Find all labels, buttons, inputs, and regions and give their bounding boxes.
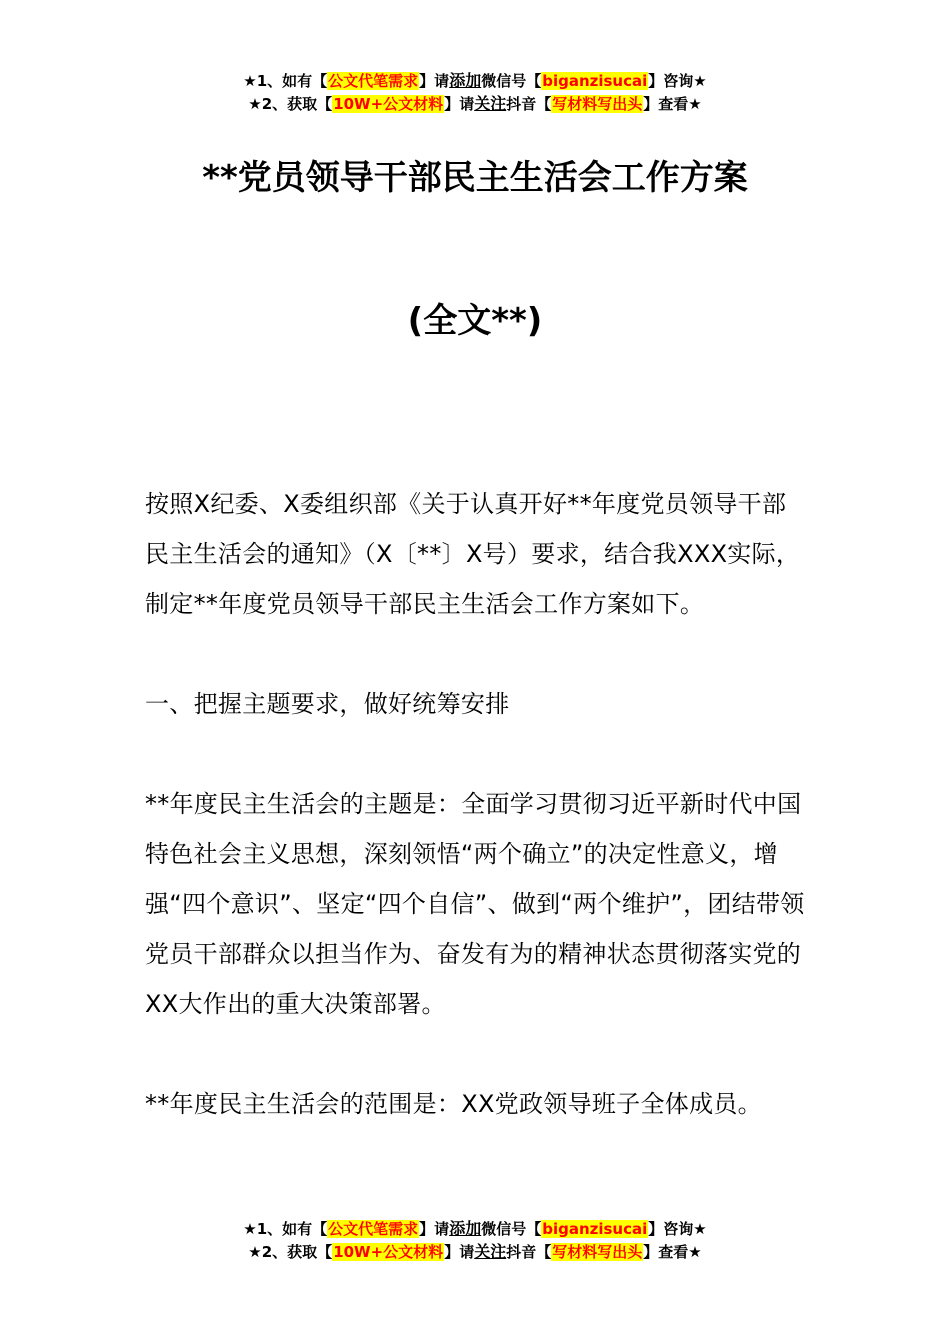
promo-line-2-mid2: 抖音【 xyxy=(506,95,552,113)
promo-line-1-prefix: ★1、如有【 xyxy=(243,72,328,90)
promo-line-2-mid: 】请 xyxy=(444,1243,475,1261)
promo-banner-top xyxy=(0,69,950,115)
promo-highlight-materials: 10W+公文材料 xyxy=(333,95,444,113)
document-subtitle: (全文**) xyxy=(407,301,543,341)
paragraph-scope: **年度民主生活会的范围是：XX党政领导班子全体成员。 xyxy=(145,1090,762,1118)
promo-line-2 xyxy=(0,1240,950,1263)
promo-line-2-suffix: 】查看★ xyxy=(643,95,702,113)
promo-line-2-mid: 】请 xyxy=(444,95,475,113)
paragraph-theme: **年度民主生活会的主题是：全面学习贯彻习近平新时代中国特色社会主义思想，深刻领悟“两个确立”的决定性意义，增强“四个意识”、坚定“四个自信”、做到“两个维护”，团结带领党员干部群众以担当作为、奋发有为的精神状态贯彻落实党的XX大作出的重大决策部署。 xyxy=(145,790,805,1018)
promo-highlight-service: 公文代笔需求 xyxy=(328,1220,419,1238)
promo-line-1-mid: 】请 xyxy=(419,1220,450,1238)
section-heading-1: 一、把握主题要求，做好统筹安排 xyxy=(145,690,510,718)
promo-line-1-mid: 】请 xyxy=(419,72,450,90)
promo-emphasis-add: 添加 xyxy=(449,71,482,90)
promo-line-1-suffix: 】咨询★ xyxy=(648,72,707,90)
document-title: **党员领导干部民主生活会工作方案 xyxy=(202,158,748,198)
paragraph-intro: 按照X纪委、X委组织部《关于认真开好**年度党员领导干部民主生活会的通知》（X〔**〕X号）要求，结合我XXX实际，制定**年度党员领导干部民主生活会工作方案如下。 xyxy=(145,490,801,618)
promo-highlight-service: 公文代笔需求 xyxy=(328,72,419,90)
promo-highlight-douyin: 写材料写出头 xyxy=(552,1243,643,1261)
promo-banner-bottom xyxy=(0,1217,950,1263)
promo-emphasis-follow: 关注 xyxy=(474,1242,507,1261)
promo-emphasis-add: 添加 xyxy=(449,1219,482,1238)
promo-highlight-materials: 10W+公文材料 xyxy=(333,1243,444,1261)
promo-emphasis-follow: 关注 xyxy=(474,94,507,113)
promo-highlight-wechat-id: biganzisucai xyxy=(542,72,648,90)
promo-line-2-mid2: 抖音【 xyxy=(506,1243,552,1261)
promo-line-1 xyxy=(0,69,950,92)
promo-line-1-prefix: ★1、如有【 xyxy=(243,1220,328,1238)
promo-line-1-suffix: 】咨询★ xyxy=(648,1220,707,1238)
promo-line-1-mid2: 微信号【 xyxy=(481,72,542,90)
promo-highlight-wechat-id: biganzisucai xyxy=(542,1220,648,1238)
promo-line-2 xyxy=(0,92,950,115)
promo-line-2-prefix: ★2、获取【 xyxy=(248,95,333,113)
promo-line-1 xyxy=(0,1217,950,1240)
promo-line-1-mid2: 微信号【 xyxy=(481,1220,542,1238)
promo-line-2-suffix: 】查看★ xyxy=(643,1243,702,1261)
promo-highlight-douyin: 写材料写出头 xyxy=(552,95,643,113)
promo-line-2-prefix: ★2、获取【 xyxy=(248,1243,333,1261)
